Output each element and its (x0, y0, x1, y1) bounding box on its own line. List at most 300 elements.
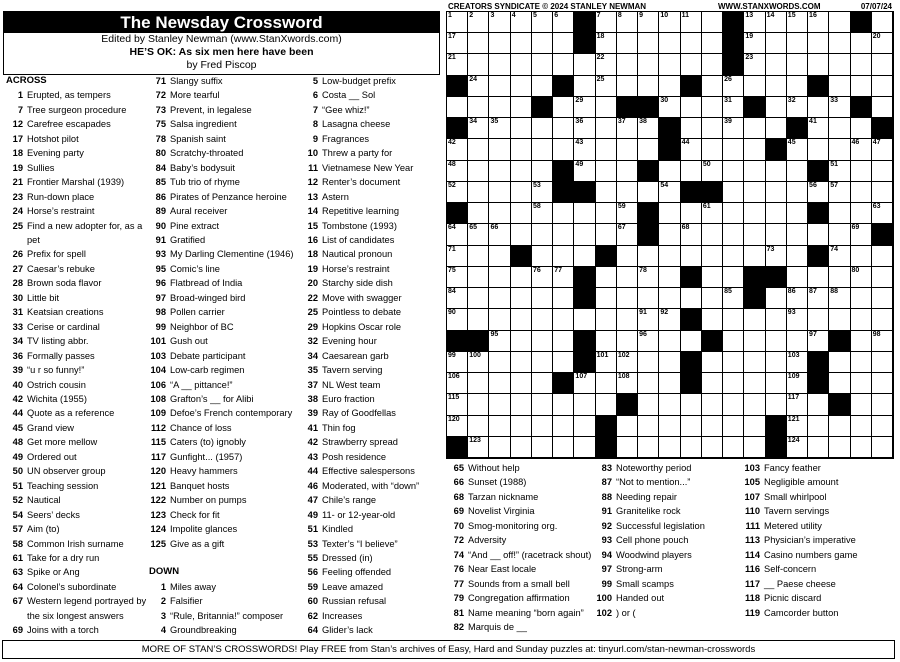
grid-cell[interactable] (511, 203, 532, 224)
grid-cell[interactable] (511, 309, 532, 330)
grid-cell[interactable] (851, 331, 872, 352)
grid-cell[interactable] (702, 267, 723, 288)
grid-cell[interactable] (723, 416, 744, 437)
grid-cell[interactable] (659, 309, 680, 330)
grid-cell[interactable] (808, 33, 829, 54)
grid-cell[interactable] (532, 246, 553, 267)
grid-cell[interactable] (468, 33, 489, 54)
grid-cell[interactable] (851, 288, 872, 309)
grid-cell[interactable] (489, 352, 510, 373)
grid-cell[interactable] (829, 118, 850, 139)
grid-cell[interactable] (447, 352, 468, 373)
grid-cell[interactable] (489, 246, 510, 267)
grid-cell[interactable] (829, 416, 850, 437)
grid-cell[interactable] (511, 139, 532, 160)
grid-cell[interactable] (681, 161, 702, 182)
grid-cell[interactable] (489, 309, 510, 330)
grid-cell[interactable] (872, 139, 893, 160)
grid-cell[interactable] (532, 33, 553, 54)
grid-cell[interactable] (659, 352, 680, 373)
grid-cell[interactable] (489, 394, 510, 415)
grid-cell[interactable] (808, 394, 829, 415)
grid-cell[interactable] (851, 437, 872, 458)
grid-cell[interactable] (659, 331, 680, 352)
grid-cell[interactable] (574, 76, 595, 97)
grid-cell[interactable] (447, 33, 468, 54)
grid-cell[interactable] (808, 12, 829, 33)
grid-cell[interactable] (468, 76, 489, 97)
grid-cell[interactable] (511, 416, 532, 437)
grid-cell[interactable] (617, 437, 638, 458)
grid-cell[interactable] (596, 97, 617, 118)
grid-cell[interactable] (489, 161, 510, 182)
grid-cell[interactable] (787, 331, 808, 352)
grid-cell[interactable] (872, 331, 893, 352)
grid-cell[interactable] (659, 97, 680, 118)
grid-cell[interactable] (553, 394, 574, 415)
grid-cell[interactable] (468, 394, 489, 415)
grid-cell[interactable] (511, 54, 532, 75)
grid-cell[interactable] (702, 33, 723, 54)
grid-cell[interactable] (638, 54, 659, 75)
grid-cell[interactable] (829, 352, 850, 373)
grid-cell[interactable] (532, 416, 553, 437)
grid-cell[interactable] (872, 33, 893, 54)
grid-cell[interactable] (489, 182, 510, 203)
grid-cell[interactable] (787, 246, 808, 267)
grid-cell[interactable] (787, 97, 808, 118)
grid-cell[interactable] (596, 76, 617, 97)
grid-cell[interactable] (702, 246, 723, 267)
grid-cell[interactable] (638, 246, 659, 267)
grid-cell[interactable] (574, 246, 595, 267)
grid-cell[interactable] (723, 394, 744, 415)
grid-cell[interactable] (511, 97, 532, 118)
grid-cell[interactable] (723, 224, 744, 245)
grid-cell[interactable] (659, 161, 680, 182)
grid-cell[interactable] (702, 288, 723, 309)
grid-cell[interactable] (659, 182, 680, 203)
grid-cell[interactable] (744, 139, 765, 160)
grid-cell[interactable] (808, 416, 829, 437)
grid-cell[interactable] (574, 203, 595, 224)
grid-cell[interactable] (447, 288, 468, 309)
grid-cell[interactable] (511, 267, 532, 288)
grid-cell[interactable] (744, 373, 765, 394)
grid-cell[interactable] (447, 246, 468, 267)
grid-cell[interactable] (829, 373, 850, 394)
grid-cell[interactable] (511, 437, 532, 458)
grid-cell[interactable] (532, 373, 553, 394)
grid-cell[interactable] (659, 54, 680, 75)
grid-cell[interactable] (489, 12, 510, 33)
grid-cell[interactable] (596, 373, 617, 394)
grid-cell[interactable] (744, 309, 765, 330)
grid-cell[interactable] (596, 267, 617, 288)
grid-cell[interactable] (744, 352, 765, 373)
grid-cell[interactable] (532, 267, 553, 288)
grid-cell[interactable] (511, 352, 532, 373)
grid-cell[interactable] (744, 118, 765, 139)
grid-cell[interactable] (787, 139, 808, 160)
grid-cell[interactable] (532, 224, 553, 245)
grid-cell[interactable] (744, 76, 765, 97)
grid-cell[interactable] (702, 12, 723, 33)
grid-cell[interactable] (766, 373, 787, 394)
grid-cell[interactable] (808, 288, 829, 309)
grid-cell[interactable] (766, 331, 787, 352)
grid-cell[interactable] (787, 54, 808, 75)
grid-cell[interactable] (766, 97, 787, 118)
grid-cell[interactable] (532, 394, 553, 415)
grid-cell[interactable] (596, 118, 617, 139)
grid-cell[interactable] (723, 76, 744, 97)
grid-cell[interactable] (787, 161, 808, 182)
grid-cell[interactable] (808, 54, 829, 75)
grid-cell[interactable] (681, 33, 702, 54)
grid-cell[interactable] (489, 76, 510, 97)
grid-cell[interactable] (553, 331, 574, 352)
grid-cell[interactable] (681, 246, 702, 267)
grid-cell[interactable] (532, 76, 553, 97)
grid-cell[interactable] (638, 182, 659, 203)
grid-cell[interactable] (829, 246, 850, 267)
grid-cell[interactable] (617, 246, 638, 267)
grid-cell[interactable] (638, 118, 659, 139)
grid-cell[interactable] (617, 12, 638, 33)
grid-cell[interactable] (681, 97, 702, 118)
grid-cell[interactable] (851, 246, 872, 267)
grid-cell[interactable] (596, 33, 617, 54)
grid-cell[interactable] (681, 224, 702, 245)
grid-cell[interactable] (681, 54, 702, 75)
grid-cell[interactable] (744, 203, 765, 224)
grid-cell[interactable] (447, 394, 468, 415)
grid-cell[interactable] (787, 373, 808, 394)
grid-cell[interactable] (744, 437, 765, 458)
grid-cell[interactable] (659, 246, 680, 267)
grid-cell[interactable] (638, 309, 659, 330)
grid-cell[interactable] (511, 76, 532, 97)
grid-cell[interactable] (659, 76, 680, 97)
grid-cell[interactable] (553, 139, 574, 160)
grid-cell[interactable] (851, 352, 872, 373)
grid-cell[interactable] (659, 373, 680, 394)
grid-cell[interactable] (574, 394, 595, 415)
grid-cell[interactable] (638, 33, 659, 54)
grid-cell[interactable] (787, 33, 808, 54)
grid-cell[interactable] (829, 12, 850, 33)
grid-cell[interactable] (489, 118, 510, 139)
grid-cell[interactable] (808, 267, 829, 288)
grid-cell[interactable] (766, 352, 787, 373)
grid-cell[interactable] (468, 224, 489, 245)
grid-cell[interactable] (617, 416, 638, 437)
grid-cell[interactable] (851, 33, 872, 54)
grid-cell[interactable] (787, 203, 808, 224)
grid-cell[interactable] (468, 352, 489, 373)
grid-cell[interactable] (659, 224, 680, 245)
grid-cell[interactable] (511, 373, 532, 394)
grid-cell[interactable] (872, 352, 893, 373)
grid-cell[interactable] (617, 224, 638, 245)
grid-cell[interactable] (468, 161, 489, 182)
grid-cell[interactable] (872, 288, 893, 309)
grid-cell[interactable] (574, 161, 595, 182)
grid-cell[interactable] (511, 33, 532, 54)
grid-cell[interactable] (447, 139, 468, 160)
grid-cell[interactable] (808, 182, 829, 203)
grid-cell[interactable] (787, 416, 808, 437)
grid-cell[interactable] (511, 331, 532, 352)
grid-cell[interactable] (702, 373, 723, 394)
grid-cell[interactable] (723, 331, 744, 352)
grid-cell[interactable] (511, 12, 532, 33)
grid-cell[interactable] (766, 12, 787, 33)
grid-cell[interactable] (872, 246, 893, 267)
grid-cell[interactable] (766, 309, 787, 330)
grid-cell[interactable] (511, 161, 532, 182)
grid-cell[interactable] (829, 182, 850, 203)
grid-cell[interactable] (617, 118, 638, 139)
grid-cell[interactable] (681, 12, 702, 33)
grid-cell[interactable] (638, 331, 659, 352)
grid-cell[interactable] (553, 288, 574, 309)
grid-cell[interactable] (808, 437, 829, 458)
grid-cell[interactable] (829, 437, 850, 458)
grid-cell[interactable] (723, 373, 744, 394)
grid-cell[interactable] (787, 309, 808, 330)
grid-cell[interactable] (723, 161, 744, 182)
grid-cell[interactable] (447, 224, 468, 245)
grid-cell[interactable] (702, 161, 723, 182)
grid-cell[interactable] (659, 203, 680, 224)
grid-cell[interactable] (808, 309, 829, 330)
grid-cell[interactable] (596, 12, 617, 33)
grid-cell[interactable] (553, 118, 574, 139)
grid-cell[interactable] (574, 416, 595, 437)
grid-cell[interactable] (851, 139, 872, 160)
grid-cell[interactable] (872, 12, 893, 33)
grid-cell[interactable] (766, 118, 787, 139)
grid-cell[interactable] (532, 54, 553, 75)
grid-cell[interactable] (744, 394, 765, 415)
grid-cell[interactable] (766, 394, 787, 415)
grid-cell[interactable] (489, 331, 510, 352)
grid-cell[interactable] (723, 182, 744, 203)
grid-cell[interactable] (489, 267, 510, 288)
grid-cell[interactable] (702, 416, 723, 437)
grid-cell[interactable] (468, 267, 489, 288)
grid-cell[interactable] (723, 288, 744, 309)
grid-cell[interactable] (681, 437, 702, 458)
grid-cell[interactable] (638, 352, 659, 373)
grid-cell[interactable] (532, 12, 553, 33)
grid-cell[interactable] (638, 76, 659, 97)
grid-cell[interactable] (553, 54, 574, 75)
grid-cell[interactable] (574, 224, 595, 245)
grid-cell[interactable] (617, 76, 638, 97)
grid-cell[interactable] (532, 139, 553, 160)
grid-cell[interactable] (872, 76, 893, 97)
grid-cell[interactable] (553, 267, 574, 288)
grid-cell[interactable] (617, 373, 638, 394)
grid-cell[interactable] (489, 203, 510, 224)
grid-cell[interactable] (829, 97, 850, 118)
grid-cell[interactable] (744, 182, 765, 203)
grid-cell[interactable] (702, 54, 723, 75)
grid-cell[interactable] (574, 373, 595, 394)
grid-cell[interactable] (532, 161, 553, 182)
grid-cell[interactable] (447, 54, 468, 75)
grid-cell[interactable] (787, 288, 808, 309)
grid-cell[interactable] (766, 246, 787, 267)
grid-cell[interactable] (447, 182, 468, 203)
grid-cell[interactable] (829, 224, 850, 245)
grid-cell[interactable] (766, 33, 787, 54)
grid-cell[interactable] (532, 182, 553, 203)
grid-cell[interactable] (702, 203, 723, 224)
grid-cell[interactable] (638, 267, 659, 288)
grid-cell[interactable] (596, 139, 617, 160)
grid-cell[interactable] (787, 182, 808, 203)
grid-cell[interactable] (851, 373, 872, 394)
grid-cell[interactable] (681, 331, 702, 352)
grid-cell[interactable] (723, 118, 744, 139)
grid-cell[interactable] (553, 33, 574, 54)
grid-cell[interactable] (872, 416, 893, 437)
grid-cell[interactable] (766, 224, 787, 245)
grid-cell[interactable] (851, 416, 872, 437)
grid-cell[interactable] (553, 416, 574, 437)
grid-cell[interactable] (872, 373, 893, 394)
grid-cell[interactable] (723, 352, 744, 373)
grid-cell[interactable] (489, 416, 510, 437)
grid-cell[interactable] (702, 309, 723, 330)
grid-cell[interactable] (659, 33, 680, 54)
grid-cell[interactable] (617, 331, 638, 352)
grid-cell[interactable] (617, 352, 638, 373)
grid-cell[interactable] (468, 246, 489, 267)
grid-cell[interactable] (872, 267, 893, 288)
grid-cell[interactable] (638, 139, 659, 160)
grid-cell[interactable] (702, 437, 723, 458)
grid-cell[interactable] (766, 54, 787, 75)
grid-cell[interactable] (468, 139, 489, 160)
grid-cell[interactable] (851, 76, 872, 97)
grid-cell[interactable] (638, 373, 659, 394)
grid-cell[interactable] (851, 54, 872, 75)
grid-cell[interactable] (574, 118, 595, 139)
grid-cell[interactable] (872, 437, 893, 458)
grid-cell[interactable] (532, 352, 553, 373)
grid-cell[interactable] (681, 416, 702, 437)
grid-cell[interactable] (489, 224, 510, 245)
grid-cell[interactable] (744, 331, 765, 352)
grid-cell[interactable] (532, 118, 553, 139)
grid-cell[interactable] (574, 437, 595, 458)
grid-cell[interactable] (511, 182, 532, 203)
crossword-grid[interactable] (446, 11, 894, 459)
grid-cell[interactable] (574, 54, 595, 75)
grid-cell[interactable] (468, 203, 489, 224)
grid-cell[interactable] (489, 97, 510, 118)
grid-cell[interactable] (702, 118, 723, 139)
grid-cell[interactable] (553, 224, 574, 245)
grid-cell[interactable] (702, 139, 723, 160)
grid-cell[interactable] (744, 224, 765, 245)
grid-cell[interactable] (617, 309, 638, 330)
grid-cell[interactable] (851, 224, 872, 245)
grid-cell[interactable] (872, 97, 893, 118)
grid-cell[interactable] (617, 182, 638, 203)
grid-cell[interactable] (744, 246, 765, 267)
grid-cell[interactable] (617, 54, 638, 75)
grid-cell[interactable] (617, 161, 638, 182)
grid-cell[interactable] (468, 416, 489, 437)
grid-cell[interactable] (447, 97, 468, 118)
grid-cell[interactable] (638, 394, 659, 415)
grid-cell[interactable] (851, 118, 872, 139)
grid-cell[interactable] (829, 267, 850, 288)
grid-cell[interactable] (574, 139, 595, 160)
grid-cell[interactable] (596, 182, 617, 203)
grid-cell[interactable] (596, 203, 617, 224)
grid-cell[interactable] (511, 224, 532, 245)
grid-cell[interactable] (744, 416, 765, 437)
grid-cell[interactable] (447, 12, 468, 33)
grid-cell[interactable] (659, 267, 680, 288)
grid-cell[interactable] (617, 139, 638, 160)
grid-cell[interactable] (872, 309, 893, 330)
grid-cell[interactable] (468, 118, 489, 139)
grid-cell[interactable] (617, 203, 638, 224)
grid-cell[interactable] (723, 309, 744, 330)
grid-cell[interactable] (787, 394, 808, 415)
grid-cell[interactable] (723, 246, 744, 267)
grid-cell[interactable] (744, 12, 765, 33)
grid-cell[interactable] (596, 352, 617, 373)
grid-cell[interactable] (553, 437, 574, 458)
grid-cell[interactable] (596, 224, 617, 245)
grid-cell[interactable] (851, 203, 872, 224)
grid-cell[interactable] (681, 139, 702, 160)
grid-cell[interactable] (829, 288, 850, 309)
grid-cell[interactable] (872, 394, 893, 415)
grid-cell[interactable] (447, 267, 468, 288)
grid-cell[interactable] (829, 139, 850, 160)
grid-cell[interactable] (638, 416, 659, 437)
grid-cell[interactable] (659, 288, 680, 309)
grid-cell[interactable] (766, 161, 787, 182)
grid-cell[interactable] (659, 394, 680, 415)
grid-cell[interactable] (723, 97, 744, 118)
grid-cell[interactable] (808, 139, 829, 160)
grid-cell[interactable] (468, 288, 489, 309)
grid-cell[interactable] (532, 203, 553, 224)
grid-cell[interactable] (681, 118, 702, 139)
grid-cell[interactable] (808, 118, 829, 139)
grid-cell[interactable] (851, 267, 872, 288)
grid-cell[interactable] (596, 331, 617, 352)
grid-cell[interactable] (553, 203, 574, 224)
grid-cell[interactable] (766, 288, 787, 309)
grid-cell[interactable] (468, 54, 489, 75)
grid-cell[interactable] (638, 437, 659, 458)
grid-cell[interactable] (723, 267, 744, 288)
grid-cell[interactable] (787, 12, 808, 33)
grid-cell[interactable] (574, 309, 595, 330)
